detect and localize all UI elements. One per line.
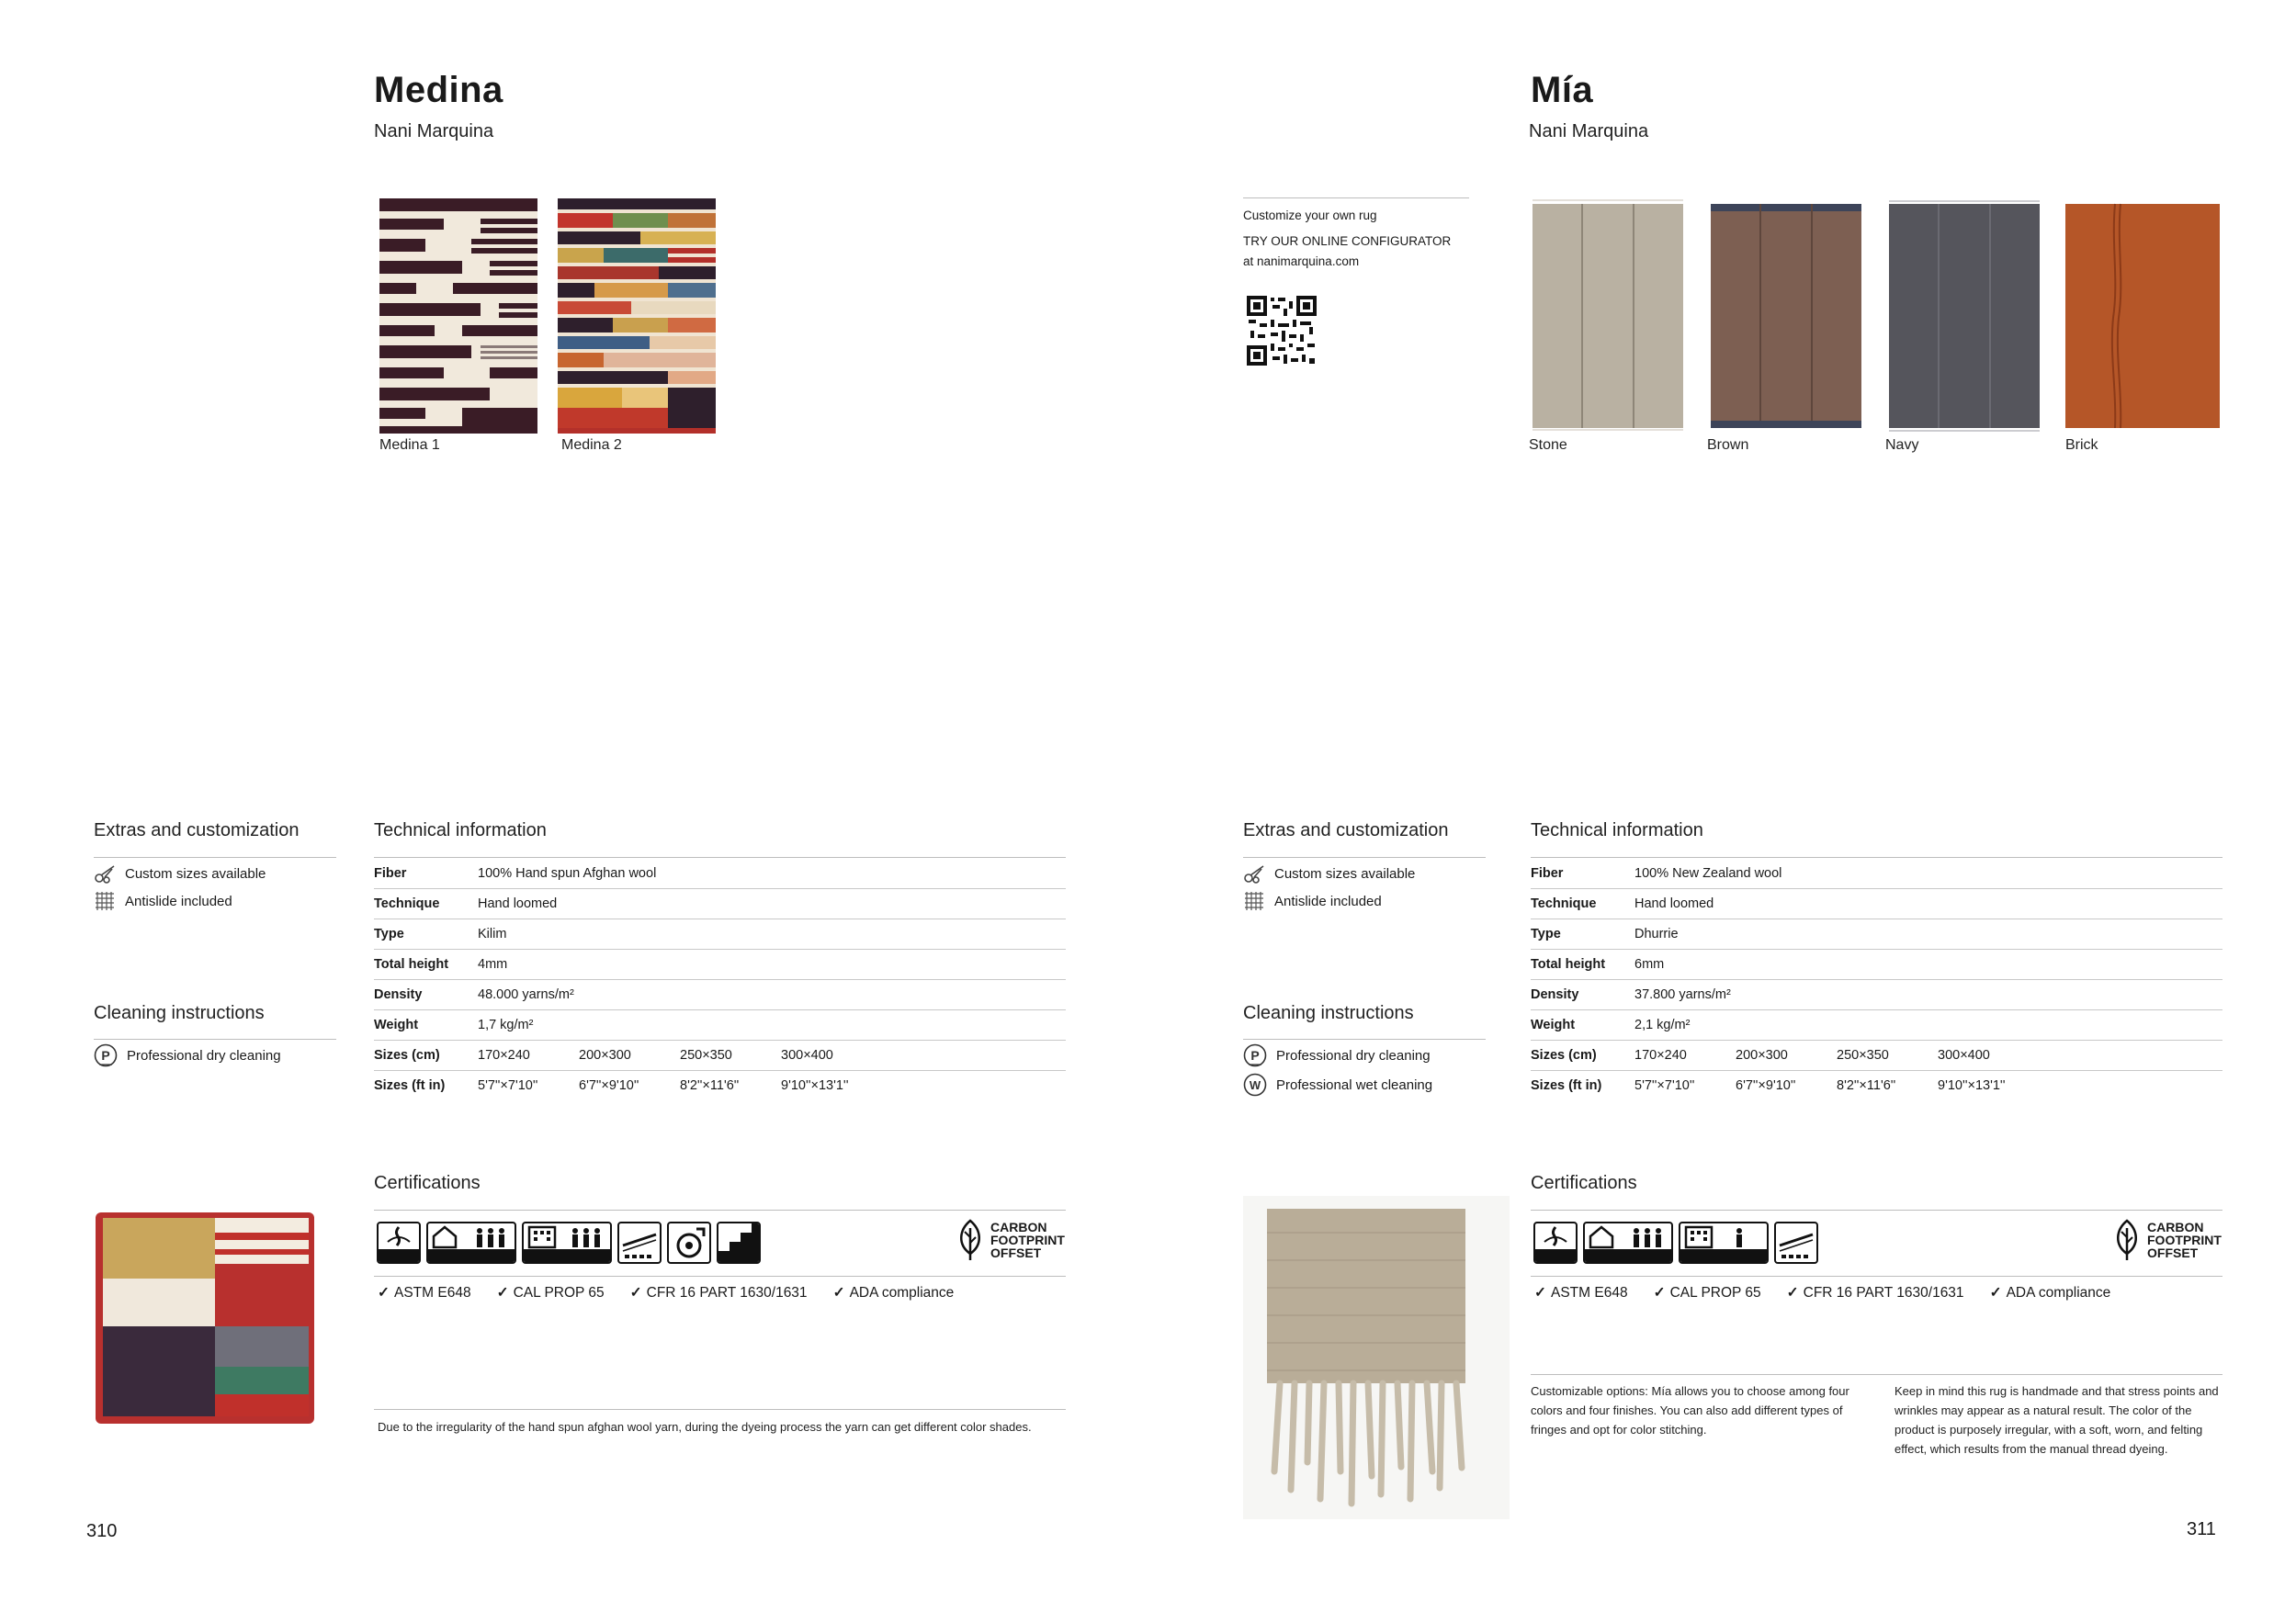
- rug-swatch-brown[interactable]: [1707, 198, 1865, 434]
- tech-heading: Technical information: [1531, 820, 1703, 840]
- extra-label: Custom sizes available: [1274, 865, 1416, 882]
- page-number: 310: [86, 1521, 118, 1541]
- stairs-icon: [717, 1222, 761, 1264]
- rug-swatch-medina-2[interactable]: [558, 198, 716, 434]
- extra-label: Antislide included: [1274, 893, 1382, 909]
- swatch-label: Stone: [1529, 437, 1567, 453]
- leaf-icon: [956, 1219, 985, 1261]
- mia-sample-photo: [1243, 1196, 1510, 1519]
- swatch-label: Brown: [1707, 437, 1749, 453]
- divider: [1531, 1374, 2222, 1375]
- rug-swatch-brick[interactable]: [2062, 198, 2223, 434]
- medina-sample-photo: [94, 1209, 316, 1427]
- configurator-link[interactable]: TRY OUR ONLINE CONFIGURATOR: [1243, 234, 1452, 248]
- divider: [374, 1276, 1066, 1277]
- divider: [1243, 197, 1469, 198]
- extras-heading: Extras and customization: [94, 820, 300, 840]
- compliance-item: ✓ CFR 16 PART 1630/1631: [629, 1285, 808, 1301]
- dyeing-note: Due to the irregularity of the hand spun afghan wool yarn, during the dyeing process the yarn can get different color shades.: [378, 1420, 1032, 1434]
- sizes-ft-row: Sizes (ft in) 5'7''×7'10'' 6'7''×9'10'' 8'2''×11'6'' 9'10''×13'1'': [374, 1077, 849, 1093]
- leaf-icon: [2112, 1219, 2142, 1261]
- cleaning-heading: Cleaning instructions: [94, 1003, 265, 1023]
- cert-heading: Certifications: [374, 1173, 481, 1193]
- designer-name: Nani Marquina: [1529, 121, 1649, 141]
- cleaning-heading: Cleaning instructions: [1243, 1003, 1414, 1023]
- tech-row: Type Dhurrie: [1531, 919, 2222, 950]
- care-note: Keep in mind this rug is handmade and that stress points and wrinkles may appear as a natural result. The color of the product is purposely irregular, with a soft, worn, and felting effect, which results from the manual thread dyeing.: [1894, 1384, 2219, 1456]
- product-title-mia: Mía: [1531, 70, 1594, 110]
- extra-label: Custom sizes available: [125, 865, 266, 882]
- cleaning-item: [1243, 1073, 1432, 1097]
- residential-use-icon: [426, 1222, 516, 1264]
- divider: [94, 857, 336, 858]
- cert-icons: [1533, 1222, 1818, 1264]
- compliance-item: ✓ CFR 16 PART 1630/1631: [1786, 1285, 1964, 1301]
- carbon-offset-badge: CARBON FOOTPRINT OFFSET: [956, 1219, 1065, 1261]
- sizes-cm-row: Sizes (cm) 170×240 200×300 250×350 300×400: [1531, 1040, 2222, 1071]
- fire-rating-icon: [1533, 1222, 1578, 1264]
- compliance-item: ✓ ASTM E648: [378, 1285, 471, 1301]
- commercial-use-icon: [1679, 1222, 1769, 1264]
- rug-swatch-navy[interactable]: [1885, 198, 2043, 434]
- tech-row: Weight 2,1 kg/m²: [1531, 1009, 2222, 1041]
- svg-text:P: P: [101, 1048, 110, 1063]
- tech-row: Density 37.800 yarns/m²: [1531, 979, 2222, 1010]
- cleaning-label: Professional dry cleaning: [127, 1047, 281, 1064]
- divider: [1531, 1276, 2222, 1277]
- extra-item: [1243, 891, 1382, 911]
- compliance-item: ✓ ADA compliance: [1989, 1285, 2111, 1301]
- chair-castor-icon: [667, 1222, 711, 1264]
- divider: [1243, 1039, 1486, 1040]
- tech-row: Type Kilim: [374, 919, 1066, 950]
- designer-name: Nani Marquina: [374, 121, 494, 141]
- product-title-medina: Medina: [374, 70, 503, 110]
- extra-item: [1243, 863, 1415, 884]
- cert-heading: Certifications: [1531, 1173, 1637, 1193]
- swatch-label: Navy: [1885, 437, 1919, 453]
- swatch-label: Brick: [2065, 437, 2098, 453]
- tech-row: Weight 1,7 kg/m²: [374, 1009, 1066, 1041]
- rug-swatch-stone[interactable]: [1529, 198, 1687, 434]
- residential-use-icon: [1583, 1222, 1673, 1264]
- swatch-label: Medina 2: [561, 437, 622, 453]
- extra-item: [94, 891, 232, 911]
- antislide-grid-icon: [94, 891, 116, 911]
- underfloor-heating-icon: [617, 1222, 662, 1264]
- swatch-label: Medina 1: [379, 437, 440, 453]
- tech-row: Technique Hand loomed: [1531, 888, 2222, 919]
- compliance-item: ✓ CAL PROP 65: [496, 1285, 605, 1301]
- antislide-grid-icon: [1243, 891, 1265, 911]
- p-circle-icon: [94, 1043, 118, 1067]
- cert-icons: [377, 1222, 761, 1264]
- tech-row: Total height 4mm: [374, 949, 1066, 980]
- configurator-url[interactable]: at nanimarquina.com: [1243, 254, 1360, 268]
- qr-code[interactable]: [1247, 296, 1317, 366]
- tech-row: Density 48.000 yarns/m²: [374, 979, 1066, 1010]
- svg-text:W: W: [1249, 1078, 1261, 1092]
- scissors-icon: [1243, 863, 1265, 884]
- compliance-item: ✓ CAL PROP 65: [1653, 1285, 1761, 1301]
- tech-row: Fiber 100% New Zealand wool: [1531, 858, 2222, 889]
- extra-label: Antislide included: [125, 893, 232, 909]
- configurator-line: Customize your own rug: [1243, 209, 1377, 222]
- rug-swatch-medina-1[interactable]: [379, 198, 537, 434]
- extras-heading: Extras and customization: [1243, 820, 1449, 840]
- compliance-list: [378, 1284, 954, 1302]
- underfloor-heating-icon: [1774, 1222, 1818, 1264]
- customization-note: Customizable options: Mía allows you to choose among four colors and four finishes. You can also add different types of fringes and opt for color stitching.: [1531, 1384, 1849, 1437]
- sizes-ft-row: Sizes (ft in) 5'7''×7'10'' 6'7''×9'10'' 8'2''×11'6'' 9'10''×13'1'': [1531, 1077, 2006, 1093]
- p-circle-icon: [1243, 1043, 1267, 1067]
- cleaning-item: [94, 1043, 281, 1067]
- scissors-icon: [94, 863, 116, 884]
- carbon-offset-badge: CARBON FOOTPRINT OFFSET: [2112, 1219, 2222, 1261]
- divider: [374, 1409, 1066, 1410]
- tech-row: Technique Hand loomed: [374, 888, 1066, 919]
- compliance-item: ✓ ADA compliance: [832, 1285, 955, 1301]
- divider: [374, 1210, 1066, 1211]
- tech-row: Fiber 100% Hand spun Afghan wool: [374, 858, 1066, 889]
- tech-row: Total height 6mm: [1531, 949, 2222, 980]
- divider: [1531, 1210, 2222, 1211]
- cleaning-label: Professional wet cleaning: [1276, 1076, 1433, 1093]
- compliance-list: [1534, 1284, 2110, 1302]
- compliance-item: ✓ ASTM E648: [1534, 1285, 1628, 1301]
- fire-rating-icon: [377, 1222, 421, 1264]
- svg-text:P: P: [1250, 1048, 1260, 1063]
- sizes-cm-row: Sizes (cm) 170×240 200×300 250×350 300×400: [374, 1040, 1066, 1071]
- divider: [94, 1039, 336, 1040]
- cleaning-item: [1243, 1043, 1431, 1067]
- divider: [1243, 857, 1486, 858]
- cleaning-label: Professional dry cleaning: [1276, 1047, 1431, 1064]
- extra-item: [94, 863, 266, 884]
- w-circle-icon: [1243, 1073, 1267, 1097]
- tech-heading: Technical information: [374, 820, 547, 840]
- configurator-text: [1243, 206, 1451, 272]
- page-number: 311: [2187, 1519, 2216, 1539]
- commercial-use-icon: [522, 1222, 612, 1264]
